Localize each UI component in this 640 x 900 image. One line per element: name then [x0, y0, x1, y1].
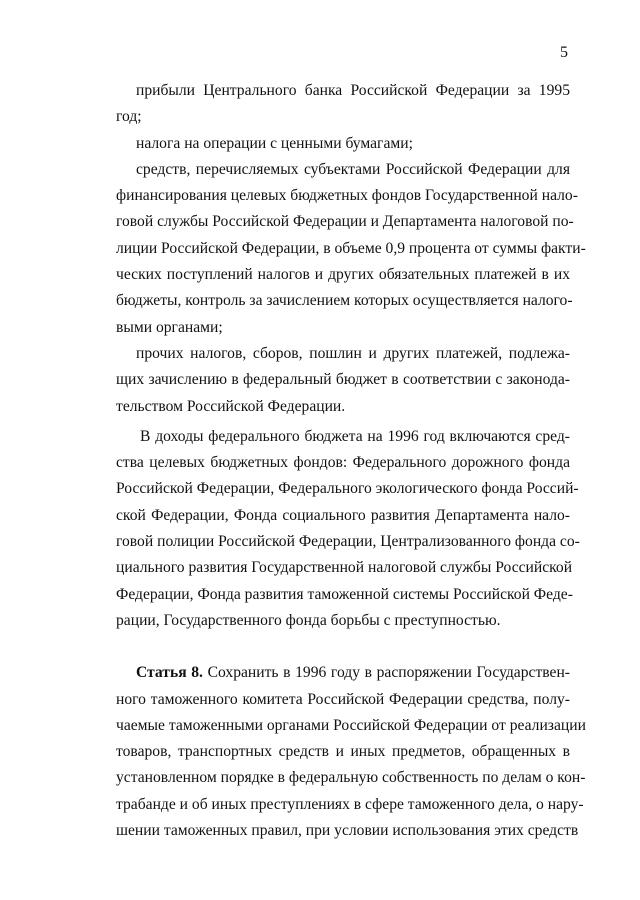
text-line: ческих поступлений налогов и других обязательных платежей в их [116, 266, 570, 284]
text-line: ской Федерации, Фонда социального развития Департамента нало- [116, 506, 570, 524]
text-line: трабанде и об иных преступлениях в сфере таможенного дела, о нару- [116, 795, 584, 813]
text-line: выми органами; [116, 318, 223, 336]
text-line: финансирования целевых бюджетных фондов Государственной нало- [116, 187, 578, 205]
text-line: В доходы федерального бюджета на 1996 год включаются сред- [140, 427, 570, 445]
text-line: шении таможенных правил, при условии использования этих средств [116, 822, 579, 840]
article-text: Сохранить в 1996 году в распоряжении Государствен- [202, 664, 570, 682]
text-line: средств, перечисляемых субъектами Российской Федерации для [136, 160, 570, 178]
text-line: прибыли Центрального банка Российской Федерации за 1995 [136, 82, 570, 99]
text-line: прочих налогов, сборов, пошлин и других платежей, подлежа- [136, 344, 570, 362]
document-body [116, 78, 586, 844]
text-line: год; [116, 108, 142, 126]
text-line: говой службы Российской Федерации и Департамента налоговой по- [116, 213, 574, 231]
text-line: циального развития Государственной налоговой службы Российской [116, 559, 573, 577]
text-line: говой полиции Российской Федерации, Централизованного фонда со- [116, 533, 580, 551]
paragraph-subject-funds [116, 157, 586, 341]
text-line: ства целевых бюджетных фондов: Федерального дорожного фонда [116, 454, 570, 472]
text-line: налога на операции с ценными бумагами; [136, 134, 413, 152]
text-line: рации, Государственного фонда борьбы с преступностью. [116, 611, 501, 629]
text-line: чаемые таможенными органами Российской Федерации от реализации [116, 716, 586, 734]
text-line: установленном порядке в федеральную собственность по делам о кон- [116, 769, 586, 787]
text-line: Федерации, Фонда развития таможенной системы Российской Феде- [116, 585, 573, 603]
text-line: бюджеты, контроль за зачислением которых осуществляется налого- [116, 292, 573, 310]
page-number: 5 [560, 44, 568, 61]
text-line [116, 660, 570, 686]
article-label: Статья 8. [136, 664, 203, 682]
article-8 [116, 660, 586, 844]
text-line: ного таможенного комитета Российской Федерации средства, полу- [116, 690, 570, 708]
paragraph-other-taxes [116, 341, 570, 420]
paragraph-securities-tax [116, 131, 570, 157]
text-line: щих зачислению в федеральный бюджет в соответствии с законода- [116, 371, 570, 389]
text-line: товаров, транспортных средств и иных предметов, обращенных в [116, 743, 570, 761]
paragraph-target-funds [116, 424, 580, 634]
text-line: тельством Российской Федерации. [116, 397, 346, 415]
text-line: лиции Российской Федерации, в объеме 0,9 процента от суммы факти- [116, 239, 586, 257]
text-line: Российской Федерации, Федерального экологического фонда Россий- [116, 480, 579, 498]
paragraph-profit [116, 78, 570, 131]
